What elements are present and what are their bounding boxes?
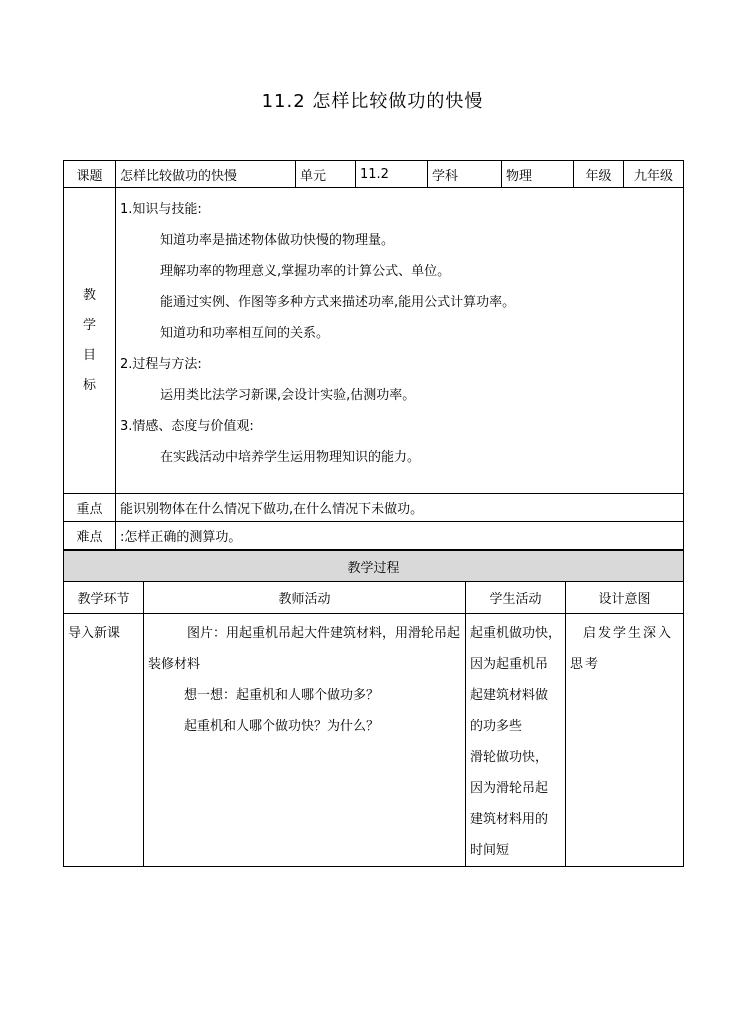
lesson-info-table (63, 160, 684, 550)
objectives-label (64, 188, 116, 494)
design-intent-cell: 启发学生深入思考 (566, 614, 684, 867)
key-point-text: 能识别物体在什么情况下做功,在什么情况下未做功。 (116, 494, 684, 522)
student-activity-cell (466, 614, 566, 867)
process-header-row (64, 551, 684, 582)
column-header-intent: 设计意图 (566, 582, 684, 614)
stage-cell: 导入新课 (64, 614, 144, 867)
info-value-topic: 怎样比较做功的快慢 (116, 161, 296, 188)
info-key-grade: 年级 (574, 161, 624, 188)
objectives-label-char: 学 (82, 317, 96, 333)
objective-heading: 3.情感、态度与价值观: (120, 419, 254, 434)
key-point-label: 重点 (64, 494, 116, 522)
key-point-row (64, 494, 684, 522)
student-activity-line: 起建筑材料做 (470, 688, 549, 703)
info-key-topic: 课题 (64, 161, 116, 188)
objectives-row (64, 188, 684, 494)
info-value-grade: 九年级 (624, 161, 684, 188)
objective-item: 知道功和功率相互间的关系。 (160, 326, 330, 341)
objectives-label-char: 教 (82, 287, 96, 303)
student-activity-line: 因为滑轮吊起 (470, 781, 549, 796)
column-header-stage: 教学环节 (64, 582, 144, 614)
difficulty-text: :怎样正确的测算功。 (116, 522, 684, 550)
objective-heading: 2.过程与方法: (120, 357, 202, 372)
objectives-label-char: 目 (82, 347, 96, 363)
teacher-activity-line: 起重机和人哪个做功快？为什么？ (184, 719, 380, 734)
process-row (64, 614, 684, 867)
student-activity-line: 建筑材料用的 (470, 812, 549, 827)
objective-item: 在实践活动中培养学生运用物理知识的能力。 (160, 450, 421, 465)
difficulty-row (64, 522, 684, 550)
info-row (64, 161, 684, 188)
objective-item: 运用类比法学习新课,会设计实验,估测功率。 (160, 388, 416, 403)
info-value-subject: 物理 (502, 161, 574, 188)
objectives-label-char: 标 (82, 377, 96, 393)
student-activity-line: 起重机做功快， (470, 626, 562, 641)
teacher-activity-line: 图片：用起重机吊起大件建筑材料，用滑轮吊起装修材料 (148, 626, 461, 672)
page-title: 11.2 怎样比较做功的快慢 (261, 91, 484, 112)
objective-item: 知道功率是描述物体做功快慢的物理量。 (160, 233, 395, 248)
process-columns-row (64, 582, 684, 614)
teacher-activity-cell (144, 614, 466, 867)
objectives-content (116, 188, 684, 494)
info-value-unit: 11.2 (356, 161, 428, 188)
objective-item: 能通过实例、作图等多种方式来描述功率,能用公式计算功率。 (160, 295, 516, 310)
student-activity-line: 滑轮做功快， (470, 750, 549, 765)
student-activity-line: 时间短 (470, 843, 510, 858)
student-activity-line: 因为起重机吊 (470, 657, 549, 672)
difficulty-label: 难点 (64, 522, 116, 550)
info-key-subject: 学科 (428, 161, 502, 188)
objective-item: 理解功率的物理意义,掌握功率的计算公式、单位。 (160, 264, 451, 279)
info-key-unit: 单元 (296, 161, 356, 188)
student-activity-line: 的功多些 (470, 719, 523, 734)
column-header-student: 学生活动 (466, 582, 566, 614)
process-header: 教学过程 (64, 551, 684, 582)
objective-heading: 1.知识与技能: (120, 202, 202, 217)
column-header-teacher: 教师活动 (144, 582, 466, 614)
teacher-activity-line: 想一想：起重机和人哪个做功多？ (184, 688, 380, 703)
teaching-process-table (63, 550, 684, 867)
